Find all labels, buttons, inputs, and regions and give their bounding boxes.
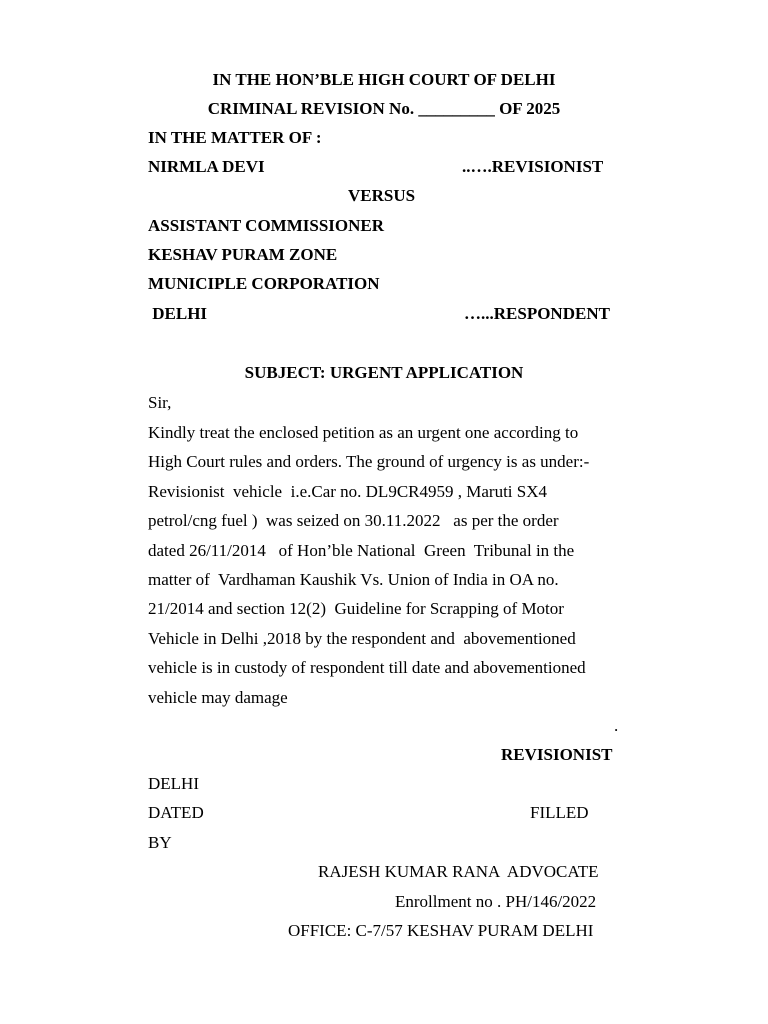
respondent-line: DELHI — [148, 304, 208, 323]
court-title: IN THE HON’BLE HIGH COURT OF DELHI — [212, 70, 556, 89]
revisionist-name: NIRMLA DEVI — [148, 157, 265, 176]
advocate-name: RAJESH KUMAR RANA ADVOCATE — [318, 862, 599, 881]
trailing-dot: . — [614, 716, 619, 735]
respondent-line: KESHAV PURAM ZONE — [148, 245, 338, 264]
body-line: matter of Vardhaman Kaushik Vs. Union of India in OA no. — [148, 569, 559, 589]
dated-label: DATED — [148, 803, 204, 822]
salutation: Sir, — [148, 393, 172, 412]
case-number: CRIMINAL REVISION No. _________ OF 2025 — [207, 99, 561, 118]
enrollment-number: Enrollment no . PH/146/2022 — [395, 892, 597, 911]
body-line: petrol/cng fuel ) was seized on 30.11.2022 as per the order — [148, 511, 559, 531]
respondent-line: ASSISTANT COMMISSIONER — [148, 216, 385, 235]
office-address: OFFICE: C-7/57 KESHAV PURAM DELHI — [288, 921, 594, 940]
filled-label: FILLED — [530, 803, 589, 822]
body-line: dated 26/11/2014 of Hon’ble National Green Tribunal in the — [148, 540, 575, 560]
body-paragraph — [148, 422, 618, 716]
body-line: Vehicle in Delhi ,2018 by the respondent and abovementioned — [148, 628, 576, 648]
place-label: DELHI — [148, 774, 199, 793]
body-line: Kindly treat the enclosed petition as an urgent one according to — [148, 423, 579, 442]
respondent-role: …...RESPONDENT — [464, 304, 610, 323]
body-line: 21/2014 and section 12(2) Guideline for Scrapping of Motor — [148, 599, 564, 619]
body-line: vehicle may damage — [148, 687, 288, 707]
by-label: BY — [148, 833, 172, 852]
body-line: vehicle is in custody of respondent till date and abovementioned — [148, 658, 586, 678]
revisionist-role: ..….REVISIONIST — [462, 157, 604, 176]
versus-label: VERSUS — [348, 186, 416, 205]
matter-heading: IN THE MATTER OF : — [148, 128, 322, 147]
body-line: Revisionist vehicle i.e.Car no. DL9CR4959 , Maruti SX4 — [148, 481, 547, 501]
signature-role: REVISIONIST — [501, 745, 613, 764]
subject-heading: SUBJECT: URGENT APPLICATION — [244, 363, 524, 382]
respondent-line: MUNICIPLE CORPORATION — [148, 274, 380, 293]
body-line: High Court rules and orders. The ground of urgency is as under:- — [148, 452, 590, 472]
